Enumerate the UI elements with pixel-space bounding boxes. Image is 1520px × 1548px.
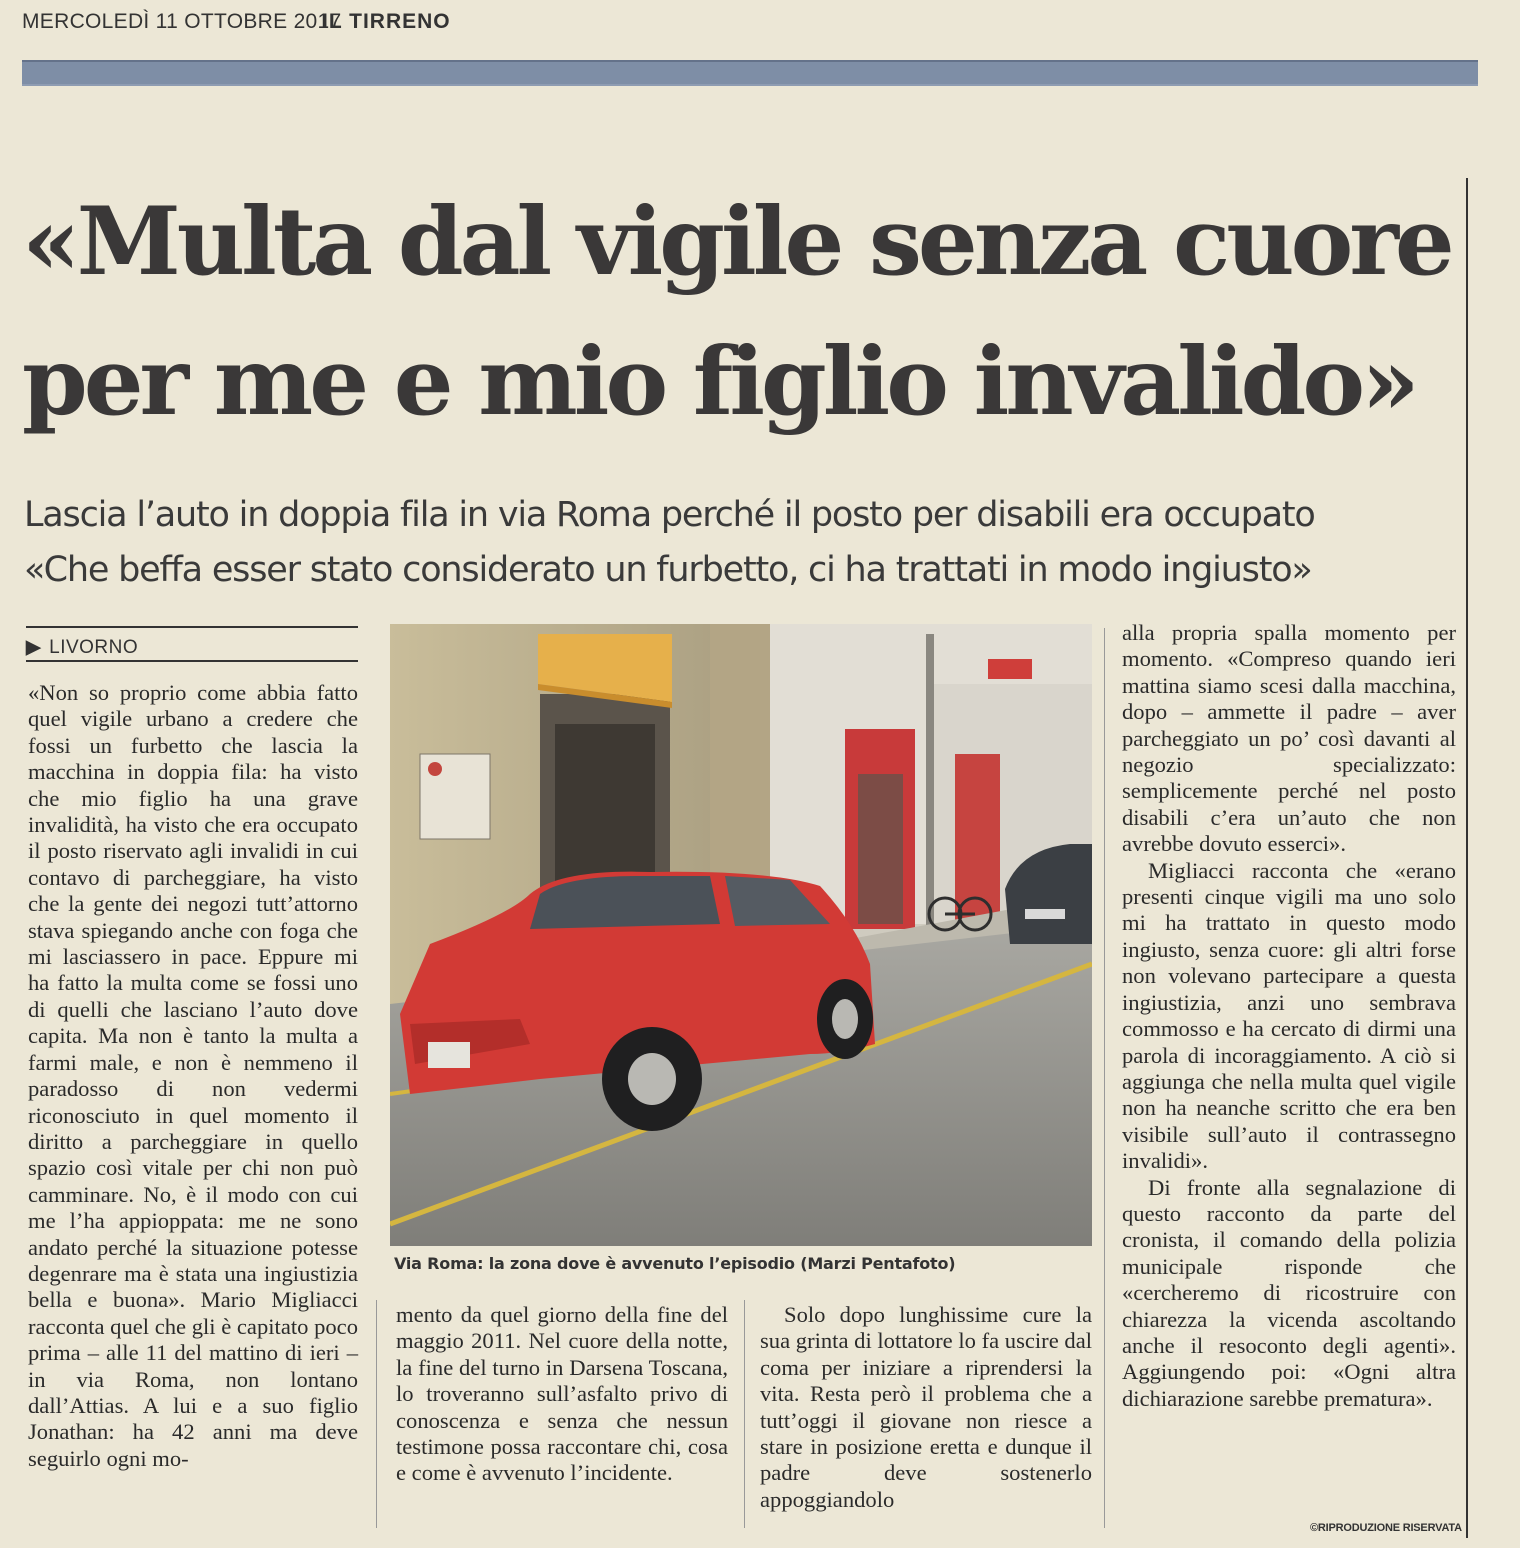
- headline-line-2: per me e mio figlio invalido»: [22, 327, 1416, 437]
- column-4-paragraph-3: Di fronte alla segnalazione di questo racconto da parte del cronista, il comando della polizia municipale risponde che «cercheremo di ricostruire con chiarezza la vicenda ascoltando anche il resoconto degli agenti». Aggiungendo poi: «Ogni altra dichiarazione sarebbe prematura».: [1122, 1174, 1456, 1411]
- subheadline: [24, 488, 1464, 598]
- right-border-rule: [1466, 178, 1468, 1538]
- article-column-1: [28, 680, 358, 1472]
- article-column-3: [760, 1302, 1092, 1513]
- column-4-paragraph-1: alla propria spalla momento per momento. «Compreso quando ieri mattina siamo scesi dalla macchina, dopo – ammette il padre – aver parcheggiato un po’ così davanti al negozio specializzato: semplicemente perché nel posto disabili c’era un’auto che non avrebbe dovuto esserci».: [1122, 620, 1456, 857]
- dateline-city: LIVORNO: [49, 637, 139, 658]
- street-photo: [390, 624, 1092, 1246]
- photo-caption: Via Roma: la zona dove è avvenuto l’episodio (Marzi Pentafoto): [394, 1254, 956, 1273]
- column-divider: [1104, 628, 1105, 1528]
- headline-line-1: «Multa dal vigile senza cuore: [22, 187, 1451, 297]
- column-3-paragraph: Solo dopo lunghissime cure la sua grinta di lottatore lo fa uscire dal coma per iniziare a riprendersi la vita. Resta però il problema che a tutt’oggi il giovane non riesce a stare in posizione eretta e dunque il padre deve sostenerlo appoggiandolo: [760, 1302, 1092, 1512]
- subhead-line-1: Lascia l’auto in doppia fila in via Roma perché il posto per disabili era occupato: [24, 495, 1315, 535]
- column-divider: [744, 1300, 745, 1528]
- header-band: [22, 60, 1478, 86]
- subhead-line-2: «Che beffa esser stato considerato un furbetto, ci ha trattati in modo ingiusto»: [24, 550, 1312, 590]
- dateline: [26, 636, 138, 659]
- dateline-marker-icon: ▶: [26, 637, 42, 658]
- newspaper-name: IL TIRRENO: [322, 10, 451, 33]
- copyright-notice: ©RIPRODUZIONE RISERVATA: [1310, 1522, 1462, 1534]
- dateline-top-rule: [26, 626, 358, 628]
- dateline-bottom-rule: [26, 660, 358, 662]
- column-2-paragraph: mento da quel giorno della fine del maggio 2011. Nel cuore della notte, la fine del turno in Darsena Toscana, lo troveranno sull’asfalto privo di conoscenza e senza che nessun testimone possa raccontare chi, cosa e come è avvenuto l’incidente.: [396, 1302, 728, 1486]
- article-column-4: [1122, 620, 1456, 1412]
- column-4-paragraph-2: Migliacci racconta che «erano presenti cinque vigili ma uno solo mi ha trattato in questo modo ingiusto, senza cuore: gli altri forse non volevano partecipare a questa ingiustizia, anzi uno sembrava commosso e ha cercato di dirmi una parola di incoraggiamento. A ciò si aggiunga che nella multa quel vigile non ha neanche scritto che era ben visibile sull’auto il contrassegno invalidi».: [1122, 857, 1456, 1174]
- article-column-2: [396, 1302, 728, 1487]
- headline: [22, 172, 1462, 452]
- column-1-paragraph: «Non so proprio come abbia fatto quel vigile urbano a credere che fossi un furbetto che lascia la macchina in doppia fila: ha visto che mio figlio ha una grave invalidità, ha visto che era occupato il posto riservato agli invalidi in cui contavo di parcheggiare, ha visto che la gente dei negozi tutt’attorno stava spiegando anche con foga che mi lasciassero in pace. Eppure mi ha fatto la multa come se fossi uno di quelli che lasciano l’auto dove capita. Ma non è tanto la multa a farmi male, e non è nemmeno il paradosso di non vedermi riconosciuto in quel momento il diritto a parcheggiare in quello spazio così vitale per chi non può camminare. No, è il modo con cui me l’ha appioppata: me ne sono andato perché la situazione potesse degenrare ma è stata una ingiustizia bella e buona». Mario Migliacci racconta quel che gli è capitato poco prima – alle 11 del mattino di ieri – in via Roma, non lontano dall’Attias. A lui e a suo figlio Jonathan: ha 42 anni ma deve seguirlo ogni mo-: [28, 680, 358, 1471]
- issue-date: MERCOLEDÌ 11 OTTOBRE 2017: [22, 10, 342, 33]
- column-divider: [376, 1300, 377, 1528]
